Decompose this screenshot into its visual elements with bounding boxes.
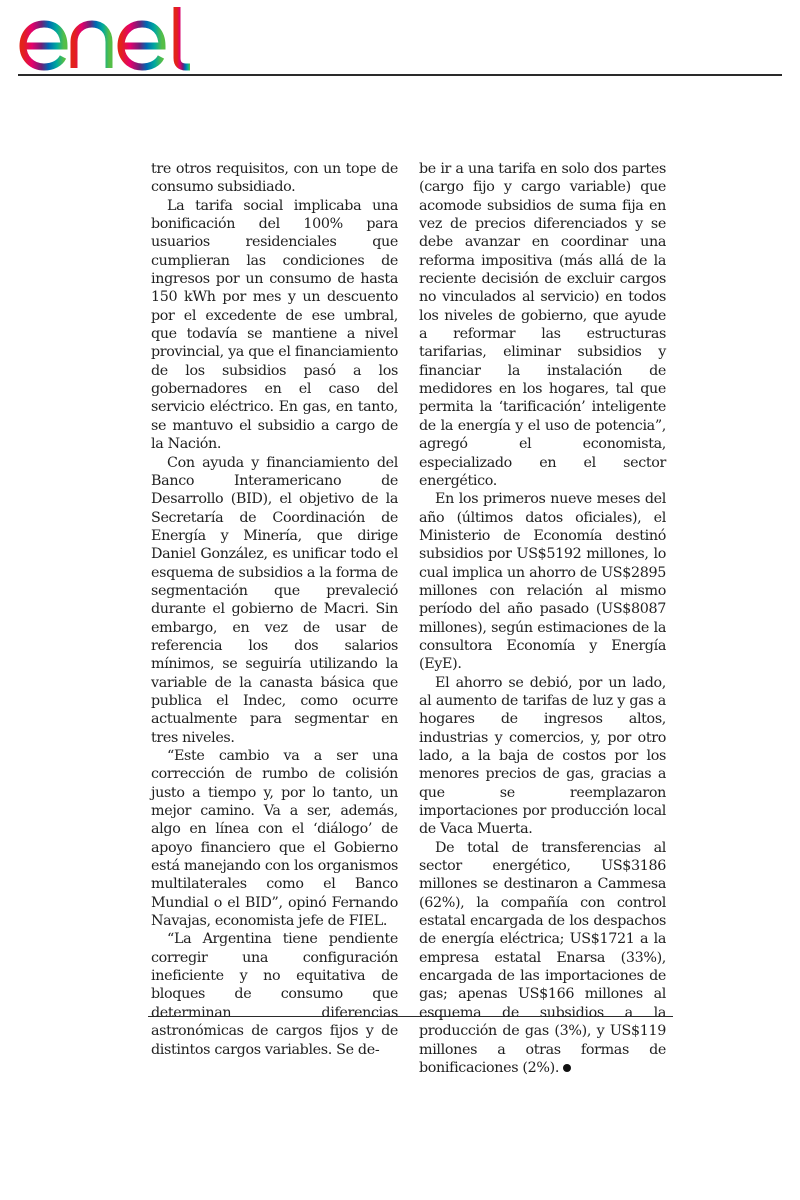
- article-bottom-divider: [148, 1016, 673, 1017]
- page-header: [0, 0, 800, 80]
- paragraph: Con ayuda y financiamiento del Banco Interamericano de Desarrollo (BID), el objetivo de la Secretaría de Coordinación de Energía y Minería, que dirige Daniel González, es unificar todo el esquema de subsidios a la forma de segmentación que prevaleció durante el gobierno de Macri. Sin embargo, en vez de usar de referencia los dos salarios mínimos, se seguiría utilizando la variable de la canasta básica que publica el Indec, como ocurre actualmente para segmentar en tres niveles.: [151, 454, 399, 746]
- paragraph: El ahorro se debió, por un lado, al aumento de tarifas de luz y gas a hogares de ingresos altos, industrias y comercios, y, por otro lado, a la baja de costos por los menores precios de gas, gracias a que se reemplazaron importaciones por producción local de Vaca Muerta.: [419, 674, 666, 838]
- article-column-left: [151, 160, 398, 1059]
- paragraph: tre otros requisitos, con un tope de consumo subsidiado.: [151, 161, 398, 196]
- paragraph: En los primeros nueve meses del año (últimos datos oficiales), el Ministerio de Economía destinó subsidios por US$5192 millones, lo cual implica un ahorro de US$2895 millones con relación al mismo período del año pasado (US$8087 millones), según estimaciones de la consultora Economía y Energía (EyE).: [419, 491, 666, 673]
- paragraph: be ir a una tarifa en solo dos partes (cargo fijo y cargo variable) que acomode subsidios de suma fija en vez de precios diferenciados y se debe avanzar en coordinar una reforma impositiva (más allá de la reciente decisión de excluir cargos no vinculados al servicio) en todos los niveles de gobierno, que ayude a reformar las estructuras tarifarias, eliminar subsidios y financiar la instalación de medidores en los hogares, tal que permita la ‘tarificación’ inteligente de la energía y el uso de potencia”, agregó el economista, especializado en el sector energético.: [419, 161, 666, 489]
- enel-logo: [14, 2, 204, 74]
- paragraph-text: De total de transferencias al sector energético, US$3186 millones se destinaron a Cammesa (62%), la compañía con control estatal encargada de los despachos de energía eléctrica; US$1721 a la empresa estatal Enarsa (33%), encargada de las importaciones de gas; apenas US$166 millones al esquema de subsidios a la producción de gas (3%), y US$119 millones a otras formas de bonificaciones (2%).: [419, 839, 666, 1076]
- last-paragraph: [419, 839, 666, 1077]
- paragraph: “Este cambio va a ser una corrección de rumbo de colisión justo a tiempo y, por lo tanto, un mejor camino. Va a ser, además, algo en línea con el ‘diálogo’ de apoyo financiero que el Gobierno está manejando con los organismos multilaterales como el Banco Mundial o el BID”, opinó Fernando Navajas, economista jefe de FIEL.: [151, 748, 398, 930]
- end-of-article-bullet-icon: [563, 1064, 571, 1072]
- header-divider: [18, 74, 782, 76]
- paragraph: “La Argentina tiene pendiente corregir una configuración ineficiente y no equitativa de bloques de consumo que determinan diferencias astronómicas de cargos fijos y de distintos cargos variables. Se de-: [151, 931, 398, 1058]
- article-column-right: [419, 160, 666, 1077]
- paragraph: La tarifa social implicaba una bonificación del 100% para usuarios residenciales que cumplieran las condiciones de ingresos por un consumo de hasta 150 kWh por mes y un descuento por el excedente de ese umbral, que todavía se mantiene a nivel provincial, ya que el financiamiento de los subsidios pasó a los gobernadores en el caso del servicio eléctrico. En gas, en tanto, se mantuvo el subsidio a cargo de la Nación.: [151, 197, 398, 453]
